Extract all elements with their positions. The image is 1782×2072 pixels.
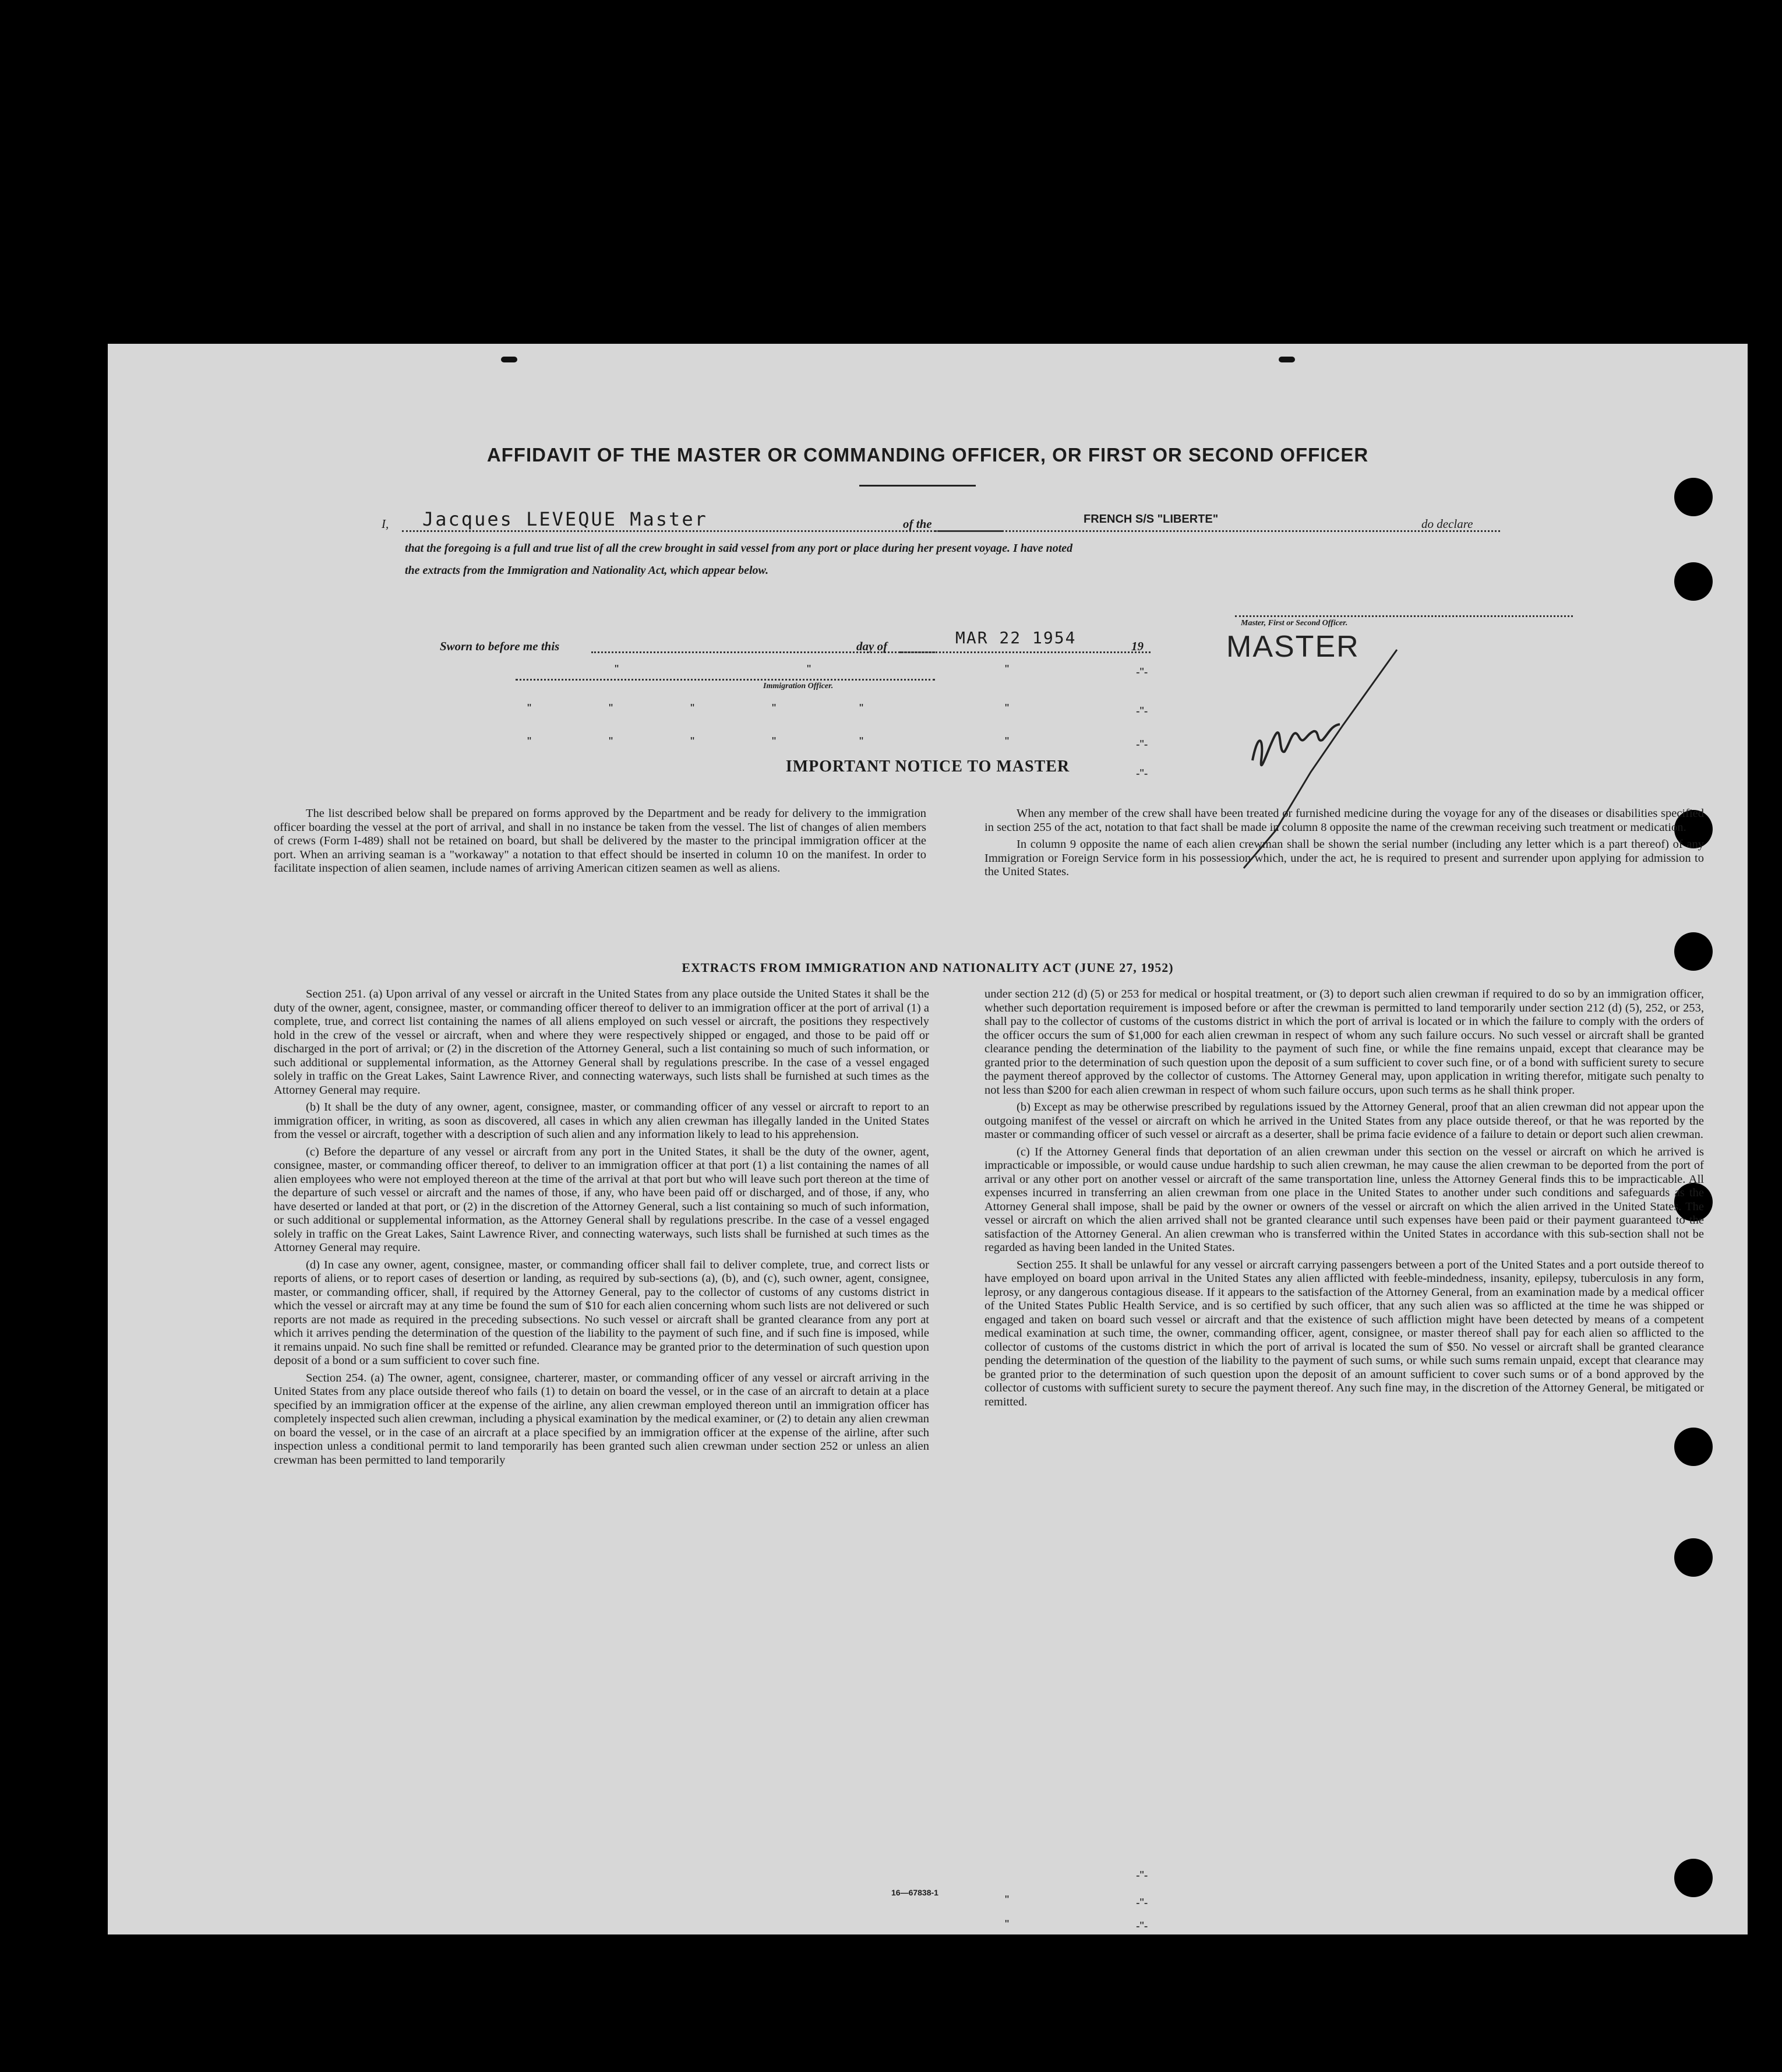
declaration-line-3: the extracts from the Immigration and Nationality Act, which appear below. (405, 564, 769, 577)
section-254-c: (c) If the Attorney General finds that deportation of an alien crewman under this section on the vessel or aircraft on which he arrived is impracticable or impossible, or would cause undue hardship to such alien crewman, he may cause the alien crewman to be deported from the port of arrival or any other port on another vessel or aircraft of the same transportation line, unless the Attorney General finds this to be impracticable. All expenses incurred in transferring an alien crewman from one place in the United States to another under such conditions and safeguards as the Attorney General shall impose, shall be paid by the owner or owners of the vessel or aircraft on which the alien arrived in the United States. The vessel or aircraft on which the alien arrived shall not be granted clearance until such expenses have been paid or their payment guaranteed to the satisfaction of the Attorney General. An alien crewman who is transferred within the United States in accordance with this sub-section shall not be regarded as having been landed in the United States. (984, 1145, 1704, 1254)
sworn-date: MAR 22 1954 (955, 628, 1077, 647)
notice-title: IMPORTANT NOTICE TO MASTER (785, 757, 1070, 776)
vessel-name: FRENCH S/S "LIBERTE" (1084, 513, 1219, 526)
punch-hole (1674, 1428, 1713, 1466)
section-254-b: (b) Except as may be otherwise prescribed by regulations issued by the Attorney General, proof that an alien crewman did not appear upon the outgoing manifest of the vessel or aircraft on which he arrived in the United States from any place outside thereof, or that he was reported by the master or commanding officer of such vessel or aircraft as a deserter, shall be prima facie evidence of a failure to detain or deport such alien crewman. (984, 1101, 1704, 1141)
title-rule (859, 485, 976, 487)
binder-notch (501, 357, 517, 362)
binder-notch (1279, 357, 1295, 362)
punch-hole (1674, 478, 1713, 516)
section-254-a: Section 254. (a) The owner, agent, consignee, charterer, master, or commanding officer of any vessel or aircraft arriving in the United States from any place outside thereof who fails (1) to detain on board the vessel, or in the case of an aircraft to detain at a place specified by an immigration officer at the expense of the airline, any alien crewman employed thereon until an immigration officer has completely inspected such alien crewman, including a physical examination by the medical examiner, or (2) to detain any alien crewman on board the vessel, or in the case of an aircraft at a place specified by an immigration officer at the expense of the airline, after such inspection unless a conditional permit to land temporarily has been granted such alien crewman under section 252 or unless an alien crewman has been permitted to land temporarily (274, 1371, 929, 1467)
notice-right: When any member of the crew shall have been treated or furnished medicine during the voyage for any of the diseases or disabilities specified in section 255 of the act, notation to that fact shall be made in column 8 opposite the name of the crewman receiving such treatment or medication. In column 9 opposite the name of each alien crewman shall be shown the serial number (including any letter which is a part thereof) of any Immigration or Foreign Service form in his possession which, under the act, he is required to present and surrender upon applying for admission to the United States. (984, 807, 1704, 878)
do-declare-label: do declare (1421, 517, 1473, 531)
day-of-label: day of (856, 639, 888, 653)
master-stamp: MASTER (1226, 630, 1360, 664)
extracts-title: EXTRACTS FROM IMMIGRATION AND NATIONALITY ACT (JUNE 27, 1952) (682, 960, 1174, 975)
declaration-line-2: that the foregoing is a full and true list of all the crew brought in said vessel from any port or place during her present voyage. I have noted (405, 542, 1073, 555)
punch-hole (1674, 562, 1713, 601)
section-251-a: Section 251. (a) Upon arrival of any vessel or aircraft in the United States from any place outside the United States it shall be the duty of the owner, agent, consignee, master, or commanding officer thereof to deliver to an immigration officer at the port of arrival (1) a complete, true, and correct list containing the names of all aliens employed on such vessel or aircraft, the positions they respectively hold in the crew of the vessel or aircraft, when and where they were respectively shipped or engaged, and those to be paid off or discharged in the port of arrival; or (2) in the discretion of the Attorney General, such a list containing so much of such information, or such additional or supplemental information, as the Attorney General shall by regulations prescribe. In the case of a vessel engaged solely in traffic on the Great Lakes, Saint Lawrence River, and connecting waterways, such lists shall be furnished at such times as the Attorney General may require. (274, 988, 929, 1097)
extracts-left-column (274, 988, 929, 1471)
declaration-prefix: I, (382, 517, 389, 531)
signature-caption: Master, First or Second Officer. (1241, 619, 1348, 628)
of-the-label: of the (903, 517, 932, 531)
section-254-a-cont: under section 212 (d) (5) or 253 for medical or hospital treatment, or (3) to deport such alien crewman if required to do so by an immigration officer, whether such deportation requirement is imposed before or after the crewman is permitted to land temporarily under section 212 (d) (5), 252, or 253, shall pay to the collector of customs of the customs district in which the port of arrival is located or in which the failure to comply with the orders of the officer occurs the sum of $1,000 for each alien crewman in respect of whom any such failure occurs. No such vessel or aircraft shall be granted clearance pending the determination of the liability to the payment of such fine, or while the fine remains unpaid, except that clearance may be granted prior to the determination of such question upon the deposit of a sum sufficient to cover such fine, or of a bond with sufficient surety to secure the payment thereof approved by the collector of customs. The Attorney General may, upon application in writing therefor, mitigate such penalty to not less than $200 for each alien crewman in respect of whom such failure occurs, upon such terms as he shall think proper. (984, 988, 1704, 1097)
punch-hole (1674, 1859, 1713, 1897)
sworn-label: Sworn to before me this (440, 639, 560, 653)
notice-left: The list described below shall be prepared on forms approved by the Department and be ready for delivery to the immigration officer boarding the vessel at the port of arrival, and shall in no instance be taken from the vessel. The list of changes of alien members of crews (Form I-489) shall not be retained on board, but shall be delivered by the master to the principal immigration officer at the port. When an arriving seaman is a "workaway" a notation to that effect should be inserted in column 10 on the manifest. In order to facilitate inspection of alien seamen, include names of arriving American citizen seamen as well as aliens. (274, 807, 926, 875)
form-code: 16—67838-1 (891, 1888, 938, 1897)
year-suffix: 19 (1131, 639, 1144, 653)
master-name: Jacques LEVEQUE Master (422, 508, 708, 530)
section-251-c: (c) Before the departure of any vessel or aircraft from any port in the United States, it shall be the duty of the owner, agent, consignee, master, or commanding officer thereof, to deliver to an immigration officer at that port (1) a list containing the names of all alien employees who were not employed thereon at the time of the arrival at that port but who will leave such port thereon at the time of the departure of such vessel or aircraft and the names of those, if any, who have been paid off or discharged, and of those, if any, who have deserted or landed at that port, or (2) in the discretion of the Attorney General, such a list containing so much of such information, or such additional or supplemental information, as the Attorney General shall by regulations prescribe. In the case of a vessel engaged solely in traffic on the Great Lakes, Saint Lawrence River, and connecting waterways, such lists shall be furnished at such times as the Attorney General may require. (274, 1145, 929, 1254)
section-255: Section 255. It shall be unlawful for any vessel or aircraft carrying passengers between a port of the United States and a port outside thereof to have employed on board upon arrival in the United States any alien afflicted with feeble-mindedness, insanity, epilepsy, tuberculosis in any form, leprosy, or any dangerous contagious disease. If it appears to the satisfaction of the Attorney General, from an examination made by a medical officer of the United States Public Health Service, and is so certified by such officer, that any such alien was so afflicted at the time he was shipped or engaged and taken on board such vessel or aircraft and that the existence of such affliction might have been detected by means of a competent medical examination at such time, the owner, commanding officer, agent, consignee, or master thereof shall pay for each alien so afflicted to the collector of customs of the customs district in which the port of arrival is located the sum of $50. No vessel or aircraft shall be granted clearance pending the determination of the question of the liability to the payment of such sums, or while such sums remain unpaid, except that clearance may be granted prior to the determination of such question upon the deposit of an amount sufficient to cover such sums or of a bond approved by the collector of customs with sufficient surety to secure the payment thereof. Any such fine may, in the discretion of the Attorney General, be mitigated or remitted. (984, 1258, 1704, 1408)
section-251-d: (d) In case any owner, agent, consignee, master, or commanding officer shall fail to deliver complete, true, and correct lists or reports of aliens, or to report cases of desertion or landing, as required by sub-sections (a), (b), and (c), such owner, agent, consignee, master, or commanding officer, shall, if required by the Attorney General, pay to the collector of customs of any customs district in which the vessel or aircraft may at any time be found the sum of $10 for each alien concerning whom such lists are not delivered or such reports are not made as required in the preceding subsections. No such vessel or aircraft shall be granted clearance from any port at which it arrives pending the determination of the question of the liability to the payment of such fine, and if such fine is imposed, while it remains unpaid. No such fine shall be remitted or refunded. Clearance may be granted prior to the determination of such question upon deposit of a bond or a sum sufficient to cover such fine. (274, 1258, 929, 1367)
section-251-b: (b) It shall be the duty of any owner, agent, consignee, master, or commanding officer of any vessel or aircraft to report to an immigration officer, in writing, as soon as discovered, all cases in which any alien crewman has illegally landed in the United States from the vessel or aircraft, together with a description of such alien and any information likely to lead to his apprehension. (274, 1101, 929, 1141)
affidavit-title: AFFIDAVIT OF THE MASTER OR COMMANDING OFFICER, OR FIRST OR SECOND OFFICER (486, 444, 1369, 466)
immigration-officer-caption: Immigration Officer. (763, 682, 834, 690)
punch-hole (1674, 1538, 1713, 1577)
document-page: AFFIDAVIT OF THE MASTER OR COMMANDING OFFICER, OR FIRST OR SECOND OFFICER I, Jacques LEVEQUE Master of the FRENCH S/S "LIBERTE" do declare that the foregoing is a full and true list of all the crew brought in said vessel from any port or place during her present voyage. I have noted the extracts from the Immigration and Nationality Act, which appear below. Master, First or Second Officer. MASTER Sworn to before me this day of MAR 22 1954 19 " " " -"- Immigration Officer. " " " " " " -"- " " " " " " -"- -"- IMPORTANT NOTICE TO MASTER The list described below shall be prepared on forms approved by the Department and be ready for delivery to the immigration officer boarding the vessel at the port of arrival, and shall in no instance be taken from the vessel. The list of changes of alien members of crews (Form I-489) shall not be retained on board, but shall be delivered by the master to the principal immigration officer at the port. When an arriving seaman is a "workaway" a notation to that effect should be inserted in column 10 on the manifest. In order to facilitate inspection of alien seamen, include names of arriving American citizen seamen as well as aliens. When any member of the crew shall have been treated or furnished medicine during the voyage for any of the diseases or disabilities specified in section 255 of the act, notation to that fact shall be made in column 8 opposite the name of the crewman receiving such treatment or medication. In column 9 opposite the name of each alien crewman shall be shown the serial number (including any letter which is a part thereof) of any Immigration or Foreign Service form in his possession which, under the act, he is required to present and surrender upon applying for admission to the United States. EXTRACTS FROM IMMIGRATION AND NATIONALITY ACT (JUNE 27, 1952) Section 251. (a) Upon arrival of any vessel or aircraft in the United States from any place outside the United States it shall be the duty of the owner, agent, consignee, master, or commanding officer thereof to deliver to an immigration officer at the port of arrival (1) a complete, true, and correct list containing the names of all aliens employed on such vessel or aircraft, the positions they respectively hold in the crew of the vessel or aircraft, when and where they were respectively shipped or engaged, and those to be paid off or discharged in the port of arrival; or (2) in the discretion of the Attorney General, such a list containing so much of such information, or such additional or supplemental information, as the Attorney General shall by regulations prescribe. In the case of a vessel engaged solely in traffic on the Great Lakes, Saint Lawrence River, and connecting waterways, such lists shall be furnished at such times as the Attorney General may require. (b) It shall be the duty of any owner, agent, consignee, master, or commanding officer of any vessel or aircraft to report to an immigration officer, in writing, as soon as discovered, all cases in which any alien crewman has illegally landed in the United States from the vessel or aircraft, together with a description of such alien and any information likely to lead to his apprehension. (c) Before the departure of any vessel or aircraft from any port in the United States, it shall be the duty of the owner, agent, consignee, master, or commanding officer thereof, to deliver to an immigration officer at that port (1) a list containing the names of all alien employees who were not employed thereon at the time of the arrival at that port but who will leave such port thereon at the time of the departure of such vessel or aircraft and the names of those, if any, who have been paid off or discharged, and of those, if any, who have deserted or landed at that port, or (2) in the discretion of the Attorney General, such a list containing so much of such information, or such additional or supplemental information, as the Attorney General shall by regulations prescribe. In the case of a vessel engaged solely in traffic on the Great Lakes, Saint Lawrence River, and connecting waterways, such lists shall be furnished at such times as the Attorney General may require. (d) In case any owner, agent, consignee, master, or commanding officer shall fail to deliver complete, true, and correct lists or reports of aliens, or to report cases of desertion or landing, as required by sub-sections (a), (b), and (c), such owner, agent, consignee, master, or commanding officer, shall, if required by the Attorney General, pay to the collector of customs of any customs district in which the vessel or aircraft may at any time be found the sum of $10 for each alien concerning whom such lists are not delivered or such reports are not made as required in the preceding subsections. No such vessel or aircraft shall be granted clearance from any port at which it arrives pending the determination of the question of the liability to the payment of such fine, and if such fine is imposed, while it remains unpaid. No such fine shall be remitted or refunded. Clearance may be granted prior to the determination of such question upon deposit of a bond or a sum sufficient to cover such fine. Section 254. (a) The owner, agent, consignee, charterer, master, or commanding officer of any vessel or aircraft arriving in the United States from any place outside thereof who fails (1) to detain on board the vessel, or in the case of an aircraft to detain at a place specified by an immigration officer at the expense of the airline, any alien crewman employed thereon until an immigration officer has completely inspected such alien crewman, including a physical examination by the medical examiner, or (2) to detain any alien crewman on board the vessel, or in the case of an aircraft at a place specified by an immigration officer at the expense of the airline, after such inspection unless a conditional permit to land temporarily has been granted such alien crewman under section 252 or unless an alien crewman has been permitted to land temporarily under section 212 (d) (5) or 253 for medical or hospital treatment, or (3) to deport such alien crewman if required to do so by an immigration officer, whether such deportation requirement is imposed before or after the crewman is permitted to land temporarily under section 212 (d) (5), 252, or 253, shall pay to the collector of customs of the customs district in which the port of arrival is located or in which the failure to comply with the orders of the officer occurs the sum of $1,000 for each alien crewman in respect of whom any such failure occurs. No such vessel or aircraft shall be granted clearance pending the determination of the liability to the payment of such fine, or while the fine remains unpaid, except that clearance may be granted prior to the determination of such question upon the deposit of a sum sufficient to cover such fine, or of a bond with sufficient surety to secure the payment thereof approved by the collector of customs. The Attorney General may, upon application in writing therefor, mitigate such penalty to not less than $200 for each alien crewman in respect of whom such failure occurs, upon such terms as he shall think proper. (b) Except as may be otherwise prescribed by regulations issued by the Attorney General, proof that an alien crewman did not appear upon the outgoing manifest of the vessel or aircraft on which he arrived in the United States from any place outside thereof, or that he was reported by the master or commanding officer of such vessel or aircraft as a deserter, shall be prima facie evidence of a failure to detain or deport such alien crewman. (c) If the Attorney General finds that deportation of an alien crewman under this section on the vessel or aircraft on which he arrived is impracticable or impossible, or would cause undue hardship to such alien crewman, he may cause the alien crewman to be deported from the port of arrival or any other port on another vessel or aircraft of the same transportation line, unless the Attorney General finds this to be impracticable. All expenses incurred in transferring an alien crewman from one place in the United States to another under such conditions and safeguards as the Attorney General shall impose, shall be paid by the owner or owners of the vessel or aircraft on which the alien arrived in the United States. The vessel or aircraft on which the alien arrived shall not be granted clearance until such expenses have been paid or their payment guaranteed to the satisfaction of the Attorney General. An alien crewman who is transferred within the United States in accordance with this sub-section shall not be regarded as having been landed in the United States. Section 255. It shall be unlawful for any vessel or aircraft carrying passengers between a port of the United States and a port outside thereof to have employed on board upon arrival in the United States any alien afflicted with feeble-mindedness, insanity, epilepsy, tuberculosis in any form, leprosy, or any dangerous contagious disease. If it appears to the satisfaction of the Attorney General, from an examination made by a medical officer of the United States Public Health Service, and is so certified by such officer, that any such alien was so afflicted at the time he was shipped or engaged and taken on board such vessel or aircraft and that the existence of such affliction might have been detected by means of a competent medical examination at such time, the owner, commanding officer, agent, consignee, or master thereof shall pay for each alien so afflicted to the collector of customs of the customs district in which the port of arrival is located the sum of $50. No vessel or aircraft shall be granted clearance pending the determination of the question of the liability to the payment of such sums, or while such sums remain unpaid, except that clearance may be granted prior to the determination of such question upon the deposit of an amount sufficient to cover such sums or of a bond approved by the collector of customs with sufficient surety to secure the payment thereof. Any such fine may, in the discretion of the Attorney General, be mitigated or remitted. -"- 16—67838-1 " -"- " -"- (108, 344, 1748, 1934)
extracts-right-column (984, 988, 1704, 1412)
